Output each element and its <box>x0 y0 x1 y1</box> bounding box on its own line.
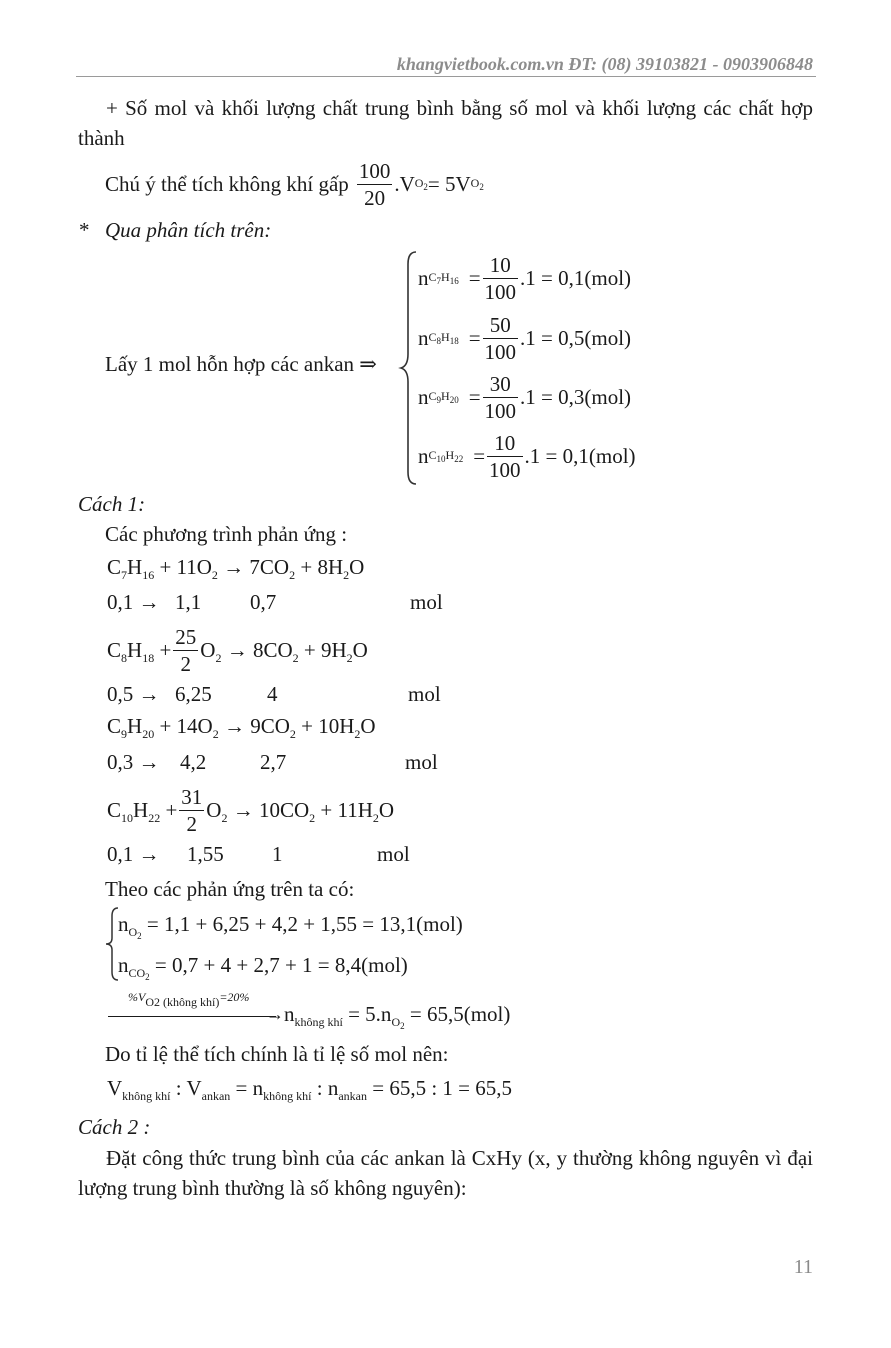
note-v: .V <box>394 172 415 196</box>
note-o2-sub: O <box>414 175 424 190</box>
air-mol-eq: $n_{không khí} = 5.n_{O_2} = 65,5(mol)$ <box>284 1002 511 1031</box>
analysis-heading: Qua phân tích trên: <box>105 218 272 242</box>
note-fraction-den: 20 <box>364 186 386 210</box>
arrow-label: $\%V_{O2 (không khí)}=20\%$ <box>128 990 250 1009</box>
sum-o2: $n_{O_2} = 1,1 + 6,25 + 4,2 + 1,55 = 13,1(mol)$ <box>118 912 463 941</box>
left-brace-icon <box>398 250 420 486</box>
theo-line: Theo các phản ứng trên ta có: <box>105 877 355 901</box>
mixture-label: Lấy 1 mol hỗn hợp các ankan ⇒ <box>105 352 377 376</box>
note-eq: = 5V <box>427 172 471 196</box>
cach2-paragraph: Đặt công thức trung bình của các ankan là CxHy (x, y thường không nguyên vì đại lượng trung bình thường là số không nguyên): <box>78 1146 813 1200</box>
arrow-head-icon: → <box>266 1004 284 1024</box>
ratio-equation: $V_{không khí}$ : $V_{ankan} = n_{không khí}$ : $n_{ankan} = 65,5$ : 1 = 65,5 <box>107 1076 513 1103</box>
ratio-line: Do tỉ lệ thể tích chính là tỉ lệ số mol nên: <box>105 1042 449 1066</box>
mixture-row-c9: n $C_9H_{20}$ = $\frac{30}{100}$ .1 = 0,3(mol) <box>418 372 632 423</box>
reaction-c8h18: $C_8H_{18}$ + $\frac{25}{2}$ $O_2 \to 8CO_2 + 9H_2O$ <box>107 625 368 676</box>
arrow-shaft <box>108 1016 276 1017</box>
note-fraction-num: 100 <box>358 159 391 183</box>
reaction-c10h22: $C_{10}H_{22}$ + $\frac{31}{2}$ $O_2 \to 10CO_2 + 11H_2O$ <box>107 785 395 836</box>
mixture-row-c7: n $C_7H_{16}$ = $\frac{10}{100}$ .1 = 0,1(mol) <box>418 253 632 304</box>
sum-co2: $n_{CO_2} = 0,7 + 4 + 2,7 + 1 = 8,4(mol)$ <box>118 953 408 982</box>
analysis-star: * <box>79 218 90 242</box>
intro-paragraph: + Số mol và khối lượng chất trung bình bằng số mol và khối lượng các chất hợp thành <box>78 96 813 150</box>
mixture-row-c8: n $C_8H_{18}$ = $\frac{50}{100}$ .1 = 0,5(mol) <box>418 313 632 364</box>
cach1-intro: Các phương trình phản ứng : <box>105 522 348 546</box>
cach2-title: Cách 2 : <box>78 1115 151 1139</box>
cach1-title: Cách 1: <box>78 492 146 516</box>
page-number: 11 <box>793 1256 813 1278</box>
air-volume-note: Chú ý thể tích không khí gấp $\frac{100}{20}$ .V $O_2$ = 5V $O_2$ <box>105 159 484 210</box>
note-prefix: Chú ý thể tích không khí gấp <box>105 172 349 196</box>
note-fraction <box>357 158 393 211</box>
mixture-row-c10: n $C_{10}H_{22}$ = $\frac{10}{100}$ .1 = 0,1(mol) <box>418 431 636 482</box>
header-rule <box>76 76 816 77</box>
reaction-c7h16: $C_7H_{16} + 11O_2 \to 7CO_2 + 8H_2O$ <box>107 555 365 582</box>
page-header: khangvietbook.com.vn ĐT: (08) 39103821 - 0903906848 <box>396 54 813 74</box>
reaction-c9h20: $C_9H_{20} + 14O_2 \to 9CO_2 + 10H_2O$ <box>107 714 376 741</box>
